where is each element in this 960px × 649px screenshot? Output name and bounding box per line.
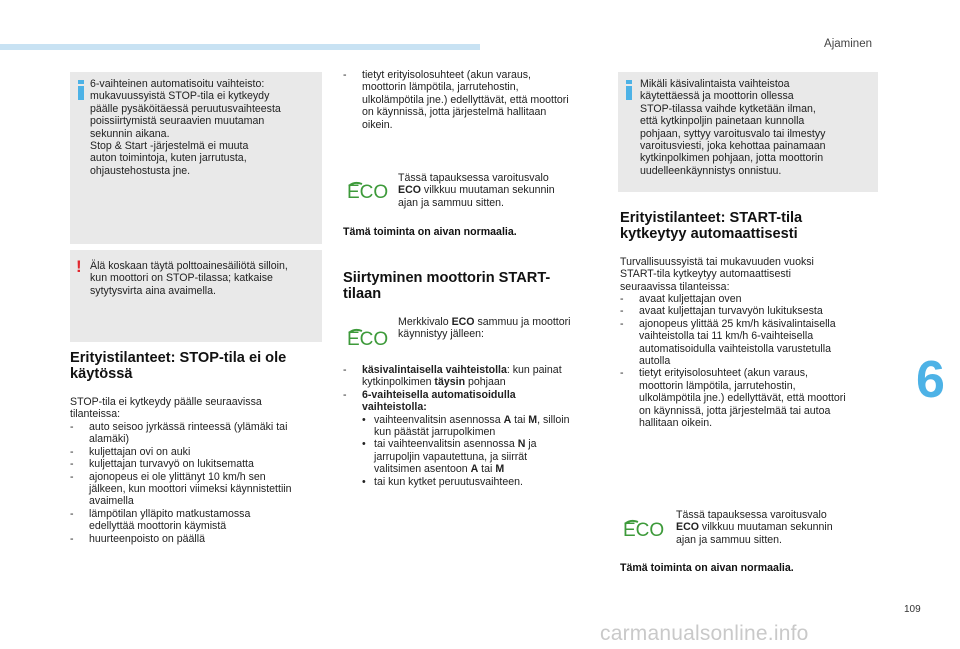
heading-stop-not-active bbox=[70, 350, 286, 382]
svg-text:ECO: ECO bbox=[347, 182, 389, 202]
sublist bbox=[362, 414, 608, 488]
info-icon bbox=[622, 80, 636, 100]
info-icon bbox=[74, 80, 88, 100]
right-intro: Turvallisuussyistä tai mukavuuden vuoksi START-tila kytkeytyy automaattisesti seuraavissa tilanteissa: bbox=[620, 256, 814, 293]
text-line: auton toimintoja, kuten jarrutusta, bbox=[90, 152, 247, 165]
svg-text:ECO: ECO bbox=[347, 329, 389, 349]
text-line: päälle pysäköitäessä peruutusvaihteesta bbox=[90, 102, 281, 115]
text-line: kun moottori on STOP-tilassa; katkaise bbox=[90, 272, 273, 285]
sublist-item: • vaihteenvalitsin asennossa A tai M, silloin kun päästät jarrupolkimen bbox=[362, 413, 570, 439]
eco-note-3: Tässä tapauksessa varoitusvalo ECO vilkkuu muutaman sekunnin ajan ja sammuu sitten. bbox=[676, 509, 833, 546]
normal-note-middle: Tämä toiminta on aivan normaalia. bbox=[343, 226, 517, 238]
list-item: - avaat kuljettajan turvavyön lukituksesta bbox=[620, 305, 823, 318]
normal-note-right: Tämä toiminta on aivan normaalia. bbox=[620, 562, 794, 574]
sublist-item: • tai vaihteenvalitsin asennossa N ja jarrupoljin vapautettuna, ja siirrät valitsimen asentoon A tai M bbox=[362, 438, 537, 476]
heading-line: käytössä bbox=[70, 366, 133, 382]
start-conditions-list bbox=[620, 293, 885, 429]
list-item: - tietyt erityisolosuhteet (akun varaus, moottorin lämpötila, jarrutehostin, ulkolämpötila jne.) edellyttävät, että moottori on käynnissä, jotta järjestelmää tai autoa hallitaan oikein. bbox=[620, 367, 846, 430]
text-line: sekunnin aikana. bbox=[90, 127, 170, 140]
restart-conditions-list bbox=[343, 364, 608, 488]
middle-top-list bbox=[343, 69, 608, 131]
chapter-number: 6 bbox=[916, 351, 945, 409]
text-line: tilanteissa: bbox=[70, 408, 121, 421]
list-item: - tietyt erityisolosuhteet (akun varaus, moottorin lämpötila, jarrutehostin, ulkolämpötila jne.) edellyttävät, että moottori on käynnissä, jotta järjestelmä hallitaan oikein. bbox=[343, 69, 569, 131]
text-line: Älä koskaan täytä polttoainesäiliötä silloin, bbox=[90, 260, 288, 272]
list-item: - auto seisoo jyrkässä rinteessä (ylämäki tai alamäki) bbox=[70, 421, 288, 446]
eco-indicator-icon bbox=[622, 518, 668, 540]
header-accent-bar bbox=[0, 44, 480, 50]
eco-indicator-icon bbox=[346, 327, 392, 349]
text-line: sytytysvirta aina avaimella. bbox=[90, 284, 216, 297]
warning-icon: ! bbox=[76, 257, 82, 276]
eco-indicator-icon bbox=[346, 180, 392, 202]
sublist-item: • tai kun kytket peruutusvaihteen. bbox=[362, 475, 523, 488]
heading-start-auto: Erityistilanteet: START-tila kytkeytyy automaattisesti bbox=[620, 210, 803, 242]
section-title: Ajaminen bbox=[824, 38, 872, 50]
list-item: - lämpötilan ylläpito matkustamossa edellyttää moottorin käymistä bbox=[70, 507, 251, 533]
list-item: - 6-vaihteisella automatisoidulla vaihteistolla: • vaihteenvalitsin asennossa A tai M, silloin kun päästät jarrupolkimen • tai vaihteenvalitsin asennossa N ja jarrupoljin vapautettuna, ja siirrät valitsimen asentoon A tai M • tai kun kytket peruutusvaihteen. bbox=[343, 389, 608, 488]
text-line: Stop & Start -järjestelmä ei muuta bbox=[90, 140, 249, 153]
text-line: mukavuussyistä STOP-tila ei kytkeydy bbox=[90, 90, 270, 103]
stop-conditions-list bbox=[70, 421, 330, 545]
text-line: poissiirtymistä seuraavien muutaman bbox=[90, 115, 265, 128]
info-box-right-text: Mikäli käsivalintaista vaihteistoa käytettäessä ja moottorin ollessa STOP-tilassa vaihde kytketään ilman, että kytkinpoljin painetaan kunnolla pohjaan, syttyy varoitusvalo tai ilmestyy varoitusviesti, joka kehottaa painamaan kytkinpolkimen pohjaan, jotta moottorin uudelleenkäynnistys onnistuu. bbox=[640, 78, 826, 177]
list-item: - ajonopeus ylittää 25 km/h käsivalintaisella vaihteistolla tai 11 km/h 6-vaihteisella automatisoidulla vaihteistolla varustetulla autolla bbox=[620, 317, 836, 368]
text-line: ohjaustehostusta jne. bbox=[90, 164, 191, 177]
eco-note-1: Tässä tapauksessa varoitusvalo ECO vilkkuu muutaman sekunnin ajan ja sammuu sitten. bbox=[398, 172, 555, 209]
eco-note-2: Merkkivalo ECO sammuu ja moottori käynnistyy jälleen: bbox=[398, 316, 571, 341]
list-item: - kuljettajan ovi on auki bbox=[70, 445, 191, 458]
list-item: - avaat kuljettajan oven bbox=[620, 293, 742, 305]
list-item: - kuljettajan turvavyö on lukitsematta bbox=[70, 458, 254, 471]
page-number: 109 bbox=[904, 604, 921, 615]
watermark: carmanualsonline.info bbox=[600, 622, 809, 645]
info-box-left-text bbox=[90, 78, 281, 177]
list-item: - huurteenpoisto on päällä bbox=[70, 532, 206, 545]
text-line: 6-vaihteinen automatisoitu vaihteisto: bbox=[90, 78, 265, 90]
warning-box-text bbox=[90, 260, 288, 297]
list-item: - ajonopeus ei ole ylittänyt 10 km/h sen jälkeen, kun moottori viimeksi käynnistettiin avaimella bbox=[70, 470, 292, 508]
heading-start-mode: Siirtyminen moottorin START- tilaan bbox=[343, 270, 551, 302]
svg-text:ECO: ECO bbox=[623, 520, 665, 540]
list-item: - käsivalintaisella vaihteistolla: kun painat kytkinpolkimen täysin pohjaan bbox=[343, 364, 562, 389]
heading-line: Erityistilanteet: STOP-tila ei ole bbox=[70, 350, 287, 366]
text-line: STOP-tila ei kytkeydy päälle seuraavissa bbox=[70, 396, 262, 408]
left-intro bbox=[70, 396, 262, 421]
